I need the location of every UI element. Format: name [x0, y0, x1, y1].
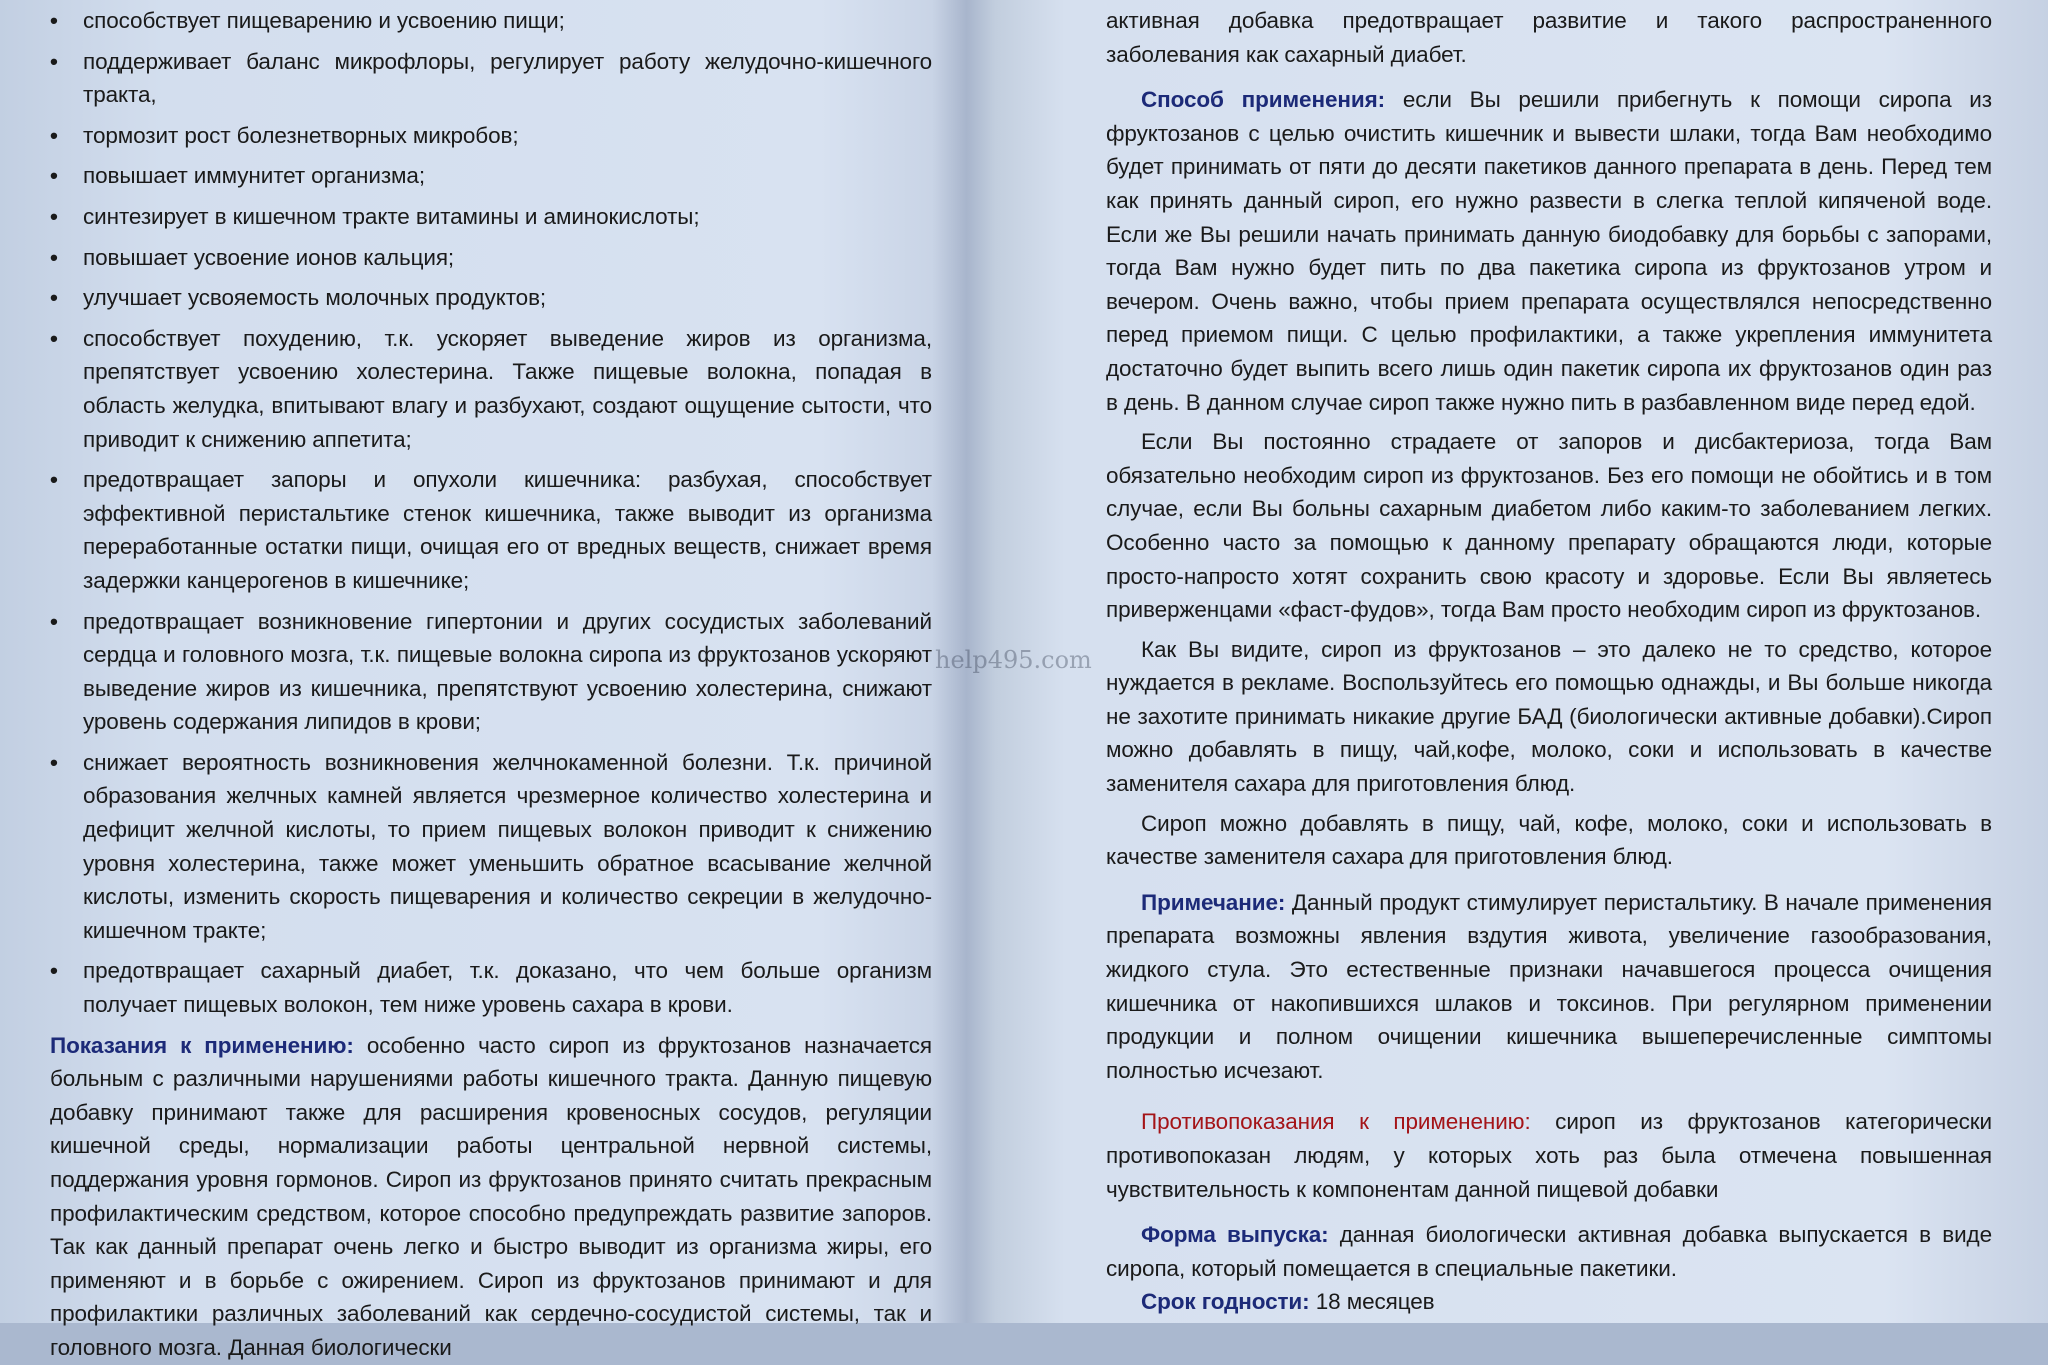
form-paragraph	[1106, 1218, 1992, 1285]
form-text: данная биологически активная добавка выпускается в виде сиропа, который помещается в специальные пакетики.	[1106, 1222, 1993, 1281]
list-item: • тормозит рост болезнетворных микробов;	[50, 119, 932, 153]
continuation-paragraph: активная добавка предотвращает развитие и такого распространенного заболевания как сахарный диабет.	[1106, 8, 1992, 67]
usage-heading: Способ применения:	[1141, 87, 1386, 113]
benefits-list	[50, 4, 932, 1022]
shelf-life-heading: Срок годности:	[1141, 1289, 1310, 1315]
sugar-paragraph: Сироп можно добавлять в пищу, чай, кофе, молоко, соки и использовать в качестве заменителя сахара для приготовления блюд.	[1106, 810, 1992, 870]
indications-text: особенно часто сироп из фруктозанов назначается больным с различными нарушениями работы кишечного тракта. Данную пищевую добавку принимают также для расширения кровеносных сосудов, регуляции кишечной среды, нормализации работы центральной нервной системы, поддержания уровня гормонов. Сироп из фруктозанов принято считать прекрасным профилактическим средством, которое способно предупреждать развитие запоров. Так как данный препарат очень легко и быстро выводит из организма жиры, его применяют и в борьбе с ожирением. Сироп из фруктозанов принимают и для профилактики различных заболеваний как сердечно-сосудистой системы, так и головного мозга. Данная биологически	[50, 1032, 932, 1360]
bullet-icon: •	[50, 8, 58, 33]
list-item: • синтезирует в кишечном тракте витамины и аминокислоты;	[50, 200, 932, 234]
note-heading: Примечание:	[1141, 889, 1286, 915]
note-paragraph	[1106, 886, 1992, 1088]
list-item: • предотвращает возникновение гипертонии и других сосудистых заболеваний сердца и головного мозга, т.к. пищевые волокна сиропа из фруктозанов ускоряют выведение жиров из кишечника, препятствуют усвоению холестерина, снижают уровень содержания липидов в крови;	[50, 605, 932, 739]
watermark: help495.com	[935, 646, 1092, 674]
list-item: • предотвращает запоры и опухоли кишечника: разбухая, способствует эффективной перистальтике стенок кишечника, также выводит из организма переработанные остатки пищи, очищая его от вредных веществ, снижает время задержки канцерогенов в кишечнике;	[50, 463, 932, 597]
contra-text: сироп из фруктозанов категорически противопоказан людям, у которых хоть раз была отмечена повышенная чувствительность к компонентам данной пищевой добавки	[1106, 1109, 1992, 1202]
list-item: • повышает усвоение ионов кальция;	[50, 241, 932, 275]
list-item: • способствует пищеварению и усвоению пищи;	[50, 4, 932, 38]
contra-heading: Противопоказания к применению:	[1141, 1109, 1531, 1135]
list-item: • предотвращает сахарный диабет, т.к. доказано, что чем больше организм получает пищевых волокон, тем ниже уровень сахара в крови.	[50, 954, 932, 1021]
bullet-icon: •	[50, 958, 58, 984]
bullet-icon: •	[50, 48, 58, 74]
bullet-icon: •	[50, 203, 58, 229]
contra-paragraph	[1106, 1105, 1992, 1206]
list-item: • поддерживает баланс микрофлоры, регулирует работу желудочно-кишечного тракта,	[50, 45, 932, 112]
right-page	[1106, 4, 1992, 1319]
constipation-paragraph: Если Вы постоянно страдаете от запоров и дисбактериоза, тогда Вам обязательно необходим сироп из фруктозанов. Без его помощи не обойтись и в том случае, если Вы больны сахарным диабетом либо каким-то заболеванием легких. Особенно часто за помощью к данному препарату обращаются люди, которые просто-напросто хотят сохранить свою красоту и здоровье. Если Вы являетесь приверженцами «фаст-фудов», тогда Вам просто необходим сироп из фруктозанов.	[1106, 429, 1992, 623]
list-item: • способствует похудению, т.к. ускоряет выведение жиров из организма, препятствует усвоению холестерина. Также пищевые волокна, попадая в область желудка, впитывают влагу и разбухают, создают ощущение сытости, что приводит к снижению аппетита;	[50, 322, 932, 456]
shelf-life-paragraph	[1106, 1285, 1992, 1319]
advert-paragraph: Как Вы видите, сироп из фруктозанов – это далеко не то средство, которое нуждается в рекламе. Воспользуйтесь его помощью однажды, и Вы больше никогда не захотите принимать никакие другие БАД (биологически активные добавки).Сироп можно добавлять в пищу, чай,кофе, молоко, соки и использовать в качестве заменителя сахара для приготовления блюд.	[1106, 636, 1992, 797]
shelf-life-text: 18 месяцев	[1315, 1289, 1435, 1315]
bullet-icon: •	[50, 467, 58, 493]
bullet-icon: •	[50, 244, 58, 270]
list-item: • улучшает усвояемость молочных продуктов;	[50, 281, 932, 315]
bullet-icon: •	[50, 122, 58, 148]
bullet-icon: •	[50, 285, 58, 311]
bullet-icon: •	[50, 325, 58, 351]
bullet-icon: •	[50, 608, 58, 634]
bullet-icon: •	[50, 163, 58, 189]
list-item: • повышает иммунитет организма;	[50, 159, 932, 193]
list-item: • снижает вероятность возникновения желчнокаменной болезни. Т.к. причиной образования желчных камней является чрезмерное количество холестерина и дефицит желчной кислоты, то прием пищевых волокон приводит к снижению уровня холестерина, также может уменьшить обратное всасывание желчной кислоты, изменить скорость пищеварения и количество секреции в желудочно-кишечном тракте;	[50, 746, 932, 948]
form-heading: Форма выпуска:	[1141, 1222, 1329, 1248]
indications-paragraph	[50, 1029, 932, 1365]
bullet-icon: •	[50, 749, 58, 775]
usage-paragraph	[1106, 83, 1992, 419]
usage-text: если Вы решили прибегнуть к помощи сиропа из фруктозанов с целью очистить кишечник и вывести шлаки, тогда Вам необходимо будет принимать от пяти до десяти пакетиков данного препарата в день. Перед тем как принять данный сироп, его нужно развести в слегка теплой кипяченой воде. Если же Вы решили начать принимать данную биодобавку для борьбы с запорами, тогда Вам нужно будет пить по два пакетика сиропа из фруктозанов утром и вечером. Очень важно, чтобы прием препарата осуществлялся непосредственно перед приемом пищи. С целью профилактики, а также укрепления иммунитета достаточно будет выпить всего лишь один пакетик сиропа их фруктозанов один раз в день. В данном случае сироп также нужно пить в разбавленном виде перед едой.	[1106, 87, 1992, 415]
note-text: Данный продукт стимулирует перистальтику. В начале применения препарата возможны явления вздутия живота, увеличение газообразования, жидкого стула. Это естественные признаки начавшегося процесса очищения кишечника от накопившихся шлаков и токсинов. При регулярном применении продукции и полном очищении кишечника вышеперечисленные симптомы полностью исчезают.	[1106, 889, 1993, 1083]
indications-heading: Показания к применению:	[50, 1032, 354, 1058]
left-page	[50, 4, 932, 1365]
